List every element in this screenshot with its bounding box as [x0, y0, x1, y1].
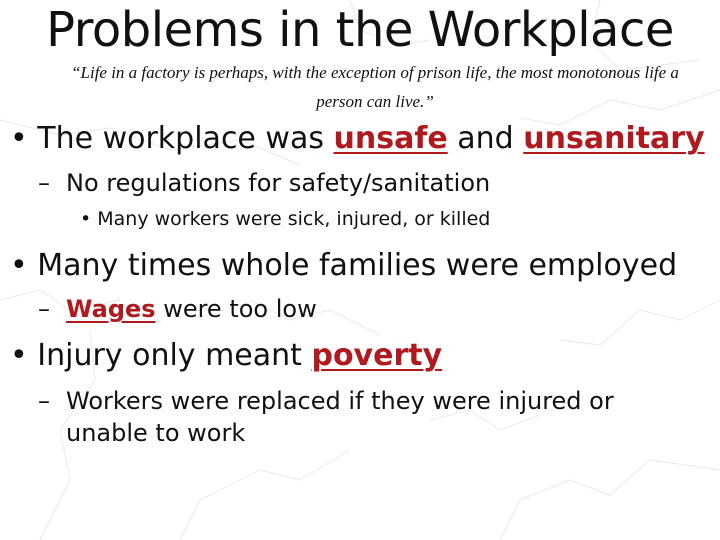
slide-title: Problems in the Workplace: [46, 2, 674, 58]
sub-sub-bullet-workers-sick: [80, 207, 490, 231]
highlight-wages: Wages: [66, 295, 156, 323]
sub-bullet-text: No regulations for safety/sanitation: [66, 169, 491, 197]
quote-text: “Life in a factory is perhaps, with the exception of prison life, the most monotonous life a person can live.”: [71, 63, 679, 111]
bullet-text-pre: The workplace was: [37, 121, 334, 156]
sub-bullet-regulations: [38, 167, 490, 199]
bullet-marker: •: [10, 121, 28, 156]
dash-marker: –: [38, 295, 50, 323]
sub-bullet-workers-replaced: [38, 385, 686, 449]
highlight-unsanitary: unsanitary: [523, 121, 705, 156]
bullet-text-pre: Injury only meant: [37, 338, 312, 373]
bullet-workplace-unsafe: [10, 121, 705, 157]
bullet-text-mid: and: [447, 121, 524, 156]
sub-bullet-wages: [38, 293, 317, 325]
dash-marker: –: [38, 387, 50, 415]
bullet-marker: •: [80, 208, 92, 230]
bullet-text: Many times whole families were employed: [37, 248, 678, 283]
sub-bullet-text: were too low: [155, 295, 317, 323]
highlight-poverty: poverty: [311, 338, 443, 373]
bullet-injury-poverty: [10, 338, 442, 374]
sub-bullet-text: Workers were replaced if they were injured or unable to work: [66, 387, 614, 447]
highlight-unsafe: unsafe: [333, 121, 448, 156]
sub-sub-bullet-text: Many workers were sick, injured, or killed: [97, 208, 491, 230]
bullet-families-employed: [10, 248, 677, 284]
dash-marker: –: [38, 169, 50, 197]
bullet-marker: •: [10, 248, 28, 283]
bullet-marker: •: [10, 338, 28, 373]
